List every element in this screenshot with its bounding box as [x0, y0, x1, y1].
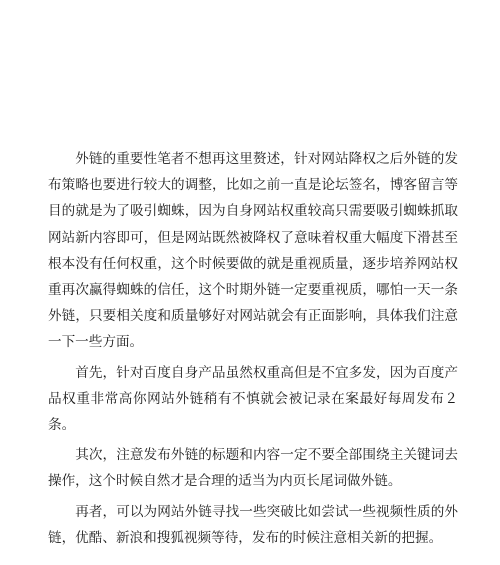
paragraph-second-point: 其次，注意发布外链的标题和内容一定不要全部围绕主关键词去操作，这个时候自然才是合理的适当为内页长尾词做外链。 — [48, 447, 458, 490]
paragraph-backlink-strategy: 外链的重要性笔者不想再这里赘述，针对网站降权之后外链的发布策略也要进行较大的调整，比如之前一直是论坛签名，博客留言等目的就是为了吸引蜘蛛，因为自身网站权重较高只需要吸引蜘蛛抓取网站新内容即可，但是网站既然被降权了意味着权重大幅度下滑甚至根本没有任何权重，这个时候要做的就是重视质量，逐步培养网站权重再次赢得蜘蛛的信任，这个时期外链一定要重视质，哪怕一天一条外链，只要相关度和质量够好对网站就会有正面影响，具体我们注意一下一些方面。 — [48, 151, 458, 351]
paragraph-third-point: 再者，可以为网站外链寻找一些突破比如尝试一些视频性质的外链，优酷、新浪和搜狐视频等待，发布的时候注意相关新的把握。 — [48, 503, 458, 546]
paragraph-first-point: 首先，针对百度自身产品虽然权重高但是不宜多发，因为百度产品权重非常高你网站外链稍有不慎就会被记录在案最好每周发布２条。 — [48, 364, 458, 434]
article-body — [48, 146, 458, 555]
